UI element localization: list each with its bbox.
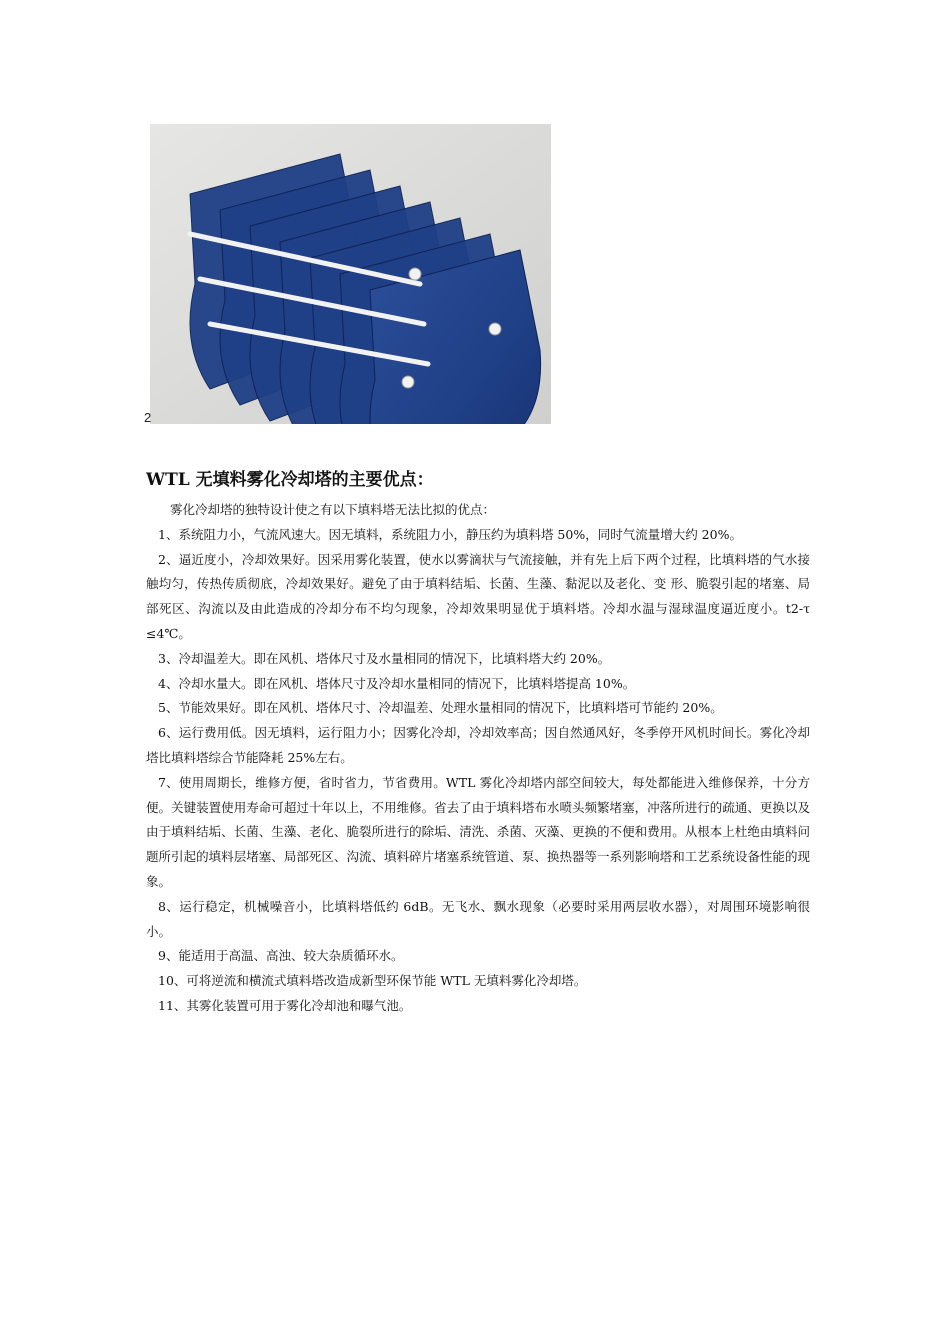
article-intro: 雾化冷却塔的独特设计使之有以下填料塔无法比拟的优点： (170, 502, 496, 517)
list-item: 8、运行稳定，机械噪音小，比填料塔低约 6dB。无飞水、飘水现象（必要时采用两层收水器），对周围环境影响很小。 (146, 898, 810, 939)
list-item: 6、运行费用低。因无填料，运行阻力小；因雾化冷却，冷却效率高；因自然通风好，冬季停开风机时间长。雾化冷却塔比填料塔综合节能降耗 25%左右。 (146, 725, 810, 765)
list-item: 1、系统阻力小，气流风速大。因无填料，系统阻力小，静压约为填料塔 50%，同时气流量增大约 20%。 (158, 526, 742, 542)
list-item: 4、冷却水量大。即在风机、塔体尺寸及冷却水量相同的情况下，比填料塔提高 10%。 (158, 675, 636, 691)
figure-number: 2 (144, 410, 152, 425)
article-title: WTL 无填料雾化冷却塔的主要优点： (146, 470, 434, 490)
list-item: 2、逼近度小，冷却效果好。因采用雾化装置，使水以雾滴状与气流接触，并有先上后下两个过程，比填料塔的气水接触均匀，传热传质彻底，冷却效果好。避免了由于填料结垢、长菌、生藻、黏泥以及老化、变 形、脆裂引起的堵塞、局部死区、沟流以及由此造成的冷却分布不均匀现象，冷却效果明显优于填料塔。冷却水温与湿球温度逼近度小。t2-τ ≤4℃。 (146, 551, 810, 641)
product-photo (150, 124, 551, 424)
list-item: 3、冷却温差大。即在风机、塔体尺寸及水量相同的情况下，比填料塔大约 20%。 (158, 650, 611, 666)
rod-end-cap (402, 376, 414, 388)
list-item: 10、可将逆流和横流式填料塔改造成新型环保节能 WTL 无填料雾化冷却塔。 (158, 973, 587, 989)
cooling-tower-packing-icon (150, 124, 551, 424)
list-item: 11、其雾化装置可用于雾化冷却池和曝气池。 (158, 997, 412, 1013)
list-item: 9、能适用于高温、高浊、较大杂质循环水。 (158, 948, 404, 964)
list-item: 5、节能效果好。即在风机、塔体尺寸、冷却温差、处理水量相同的情况下，比填料塔可节能约 20%。 (158, 700, 723, 716)
article (146, 468, 810, 1019)
advantages-list (146, 523, 810, 1019)
rod-end-cap (489, 323, 501, 335)
list-item: 7、使用周期长，维修方便，省时省力，节省费用。WTL 雾化冷却塔内部空间较大，每处都能进入维修保养，十分方便。关键装置使用寿命可超过十年以上，不用维修。省去了由于填料塔布水喷头频繁堵塞，冲落所进行的疏通、更换以及由于填料结垢、长菌、生藻、老化、脆裂所进行的除垢、清洗、杀菌、灭藻、更换的不便和费用。从根本上杜绝由填料问题所引起的填料层堵塞、局部死区、沟流、填料碎片堵塞系统管道、泵、换热器等一系列影响塔和工艺系统设备性能的现象。 (146, 774, 810, 889)
rod-end-cap (409, 268, 421, 280)
